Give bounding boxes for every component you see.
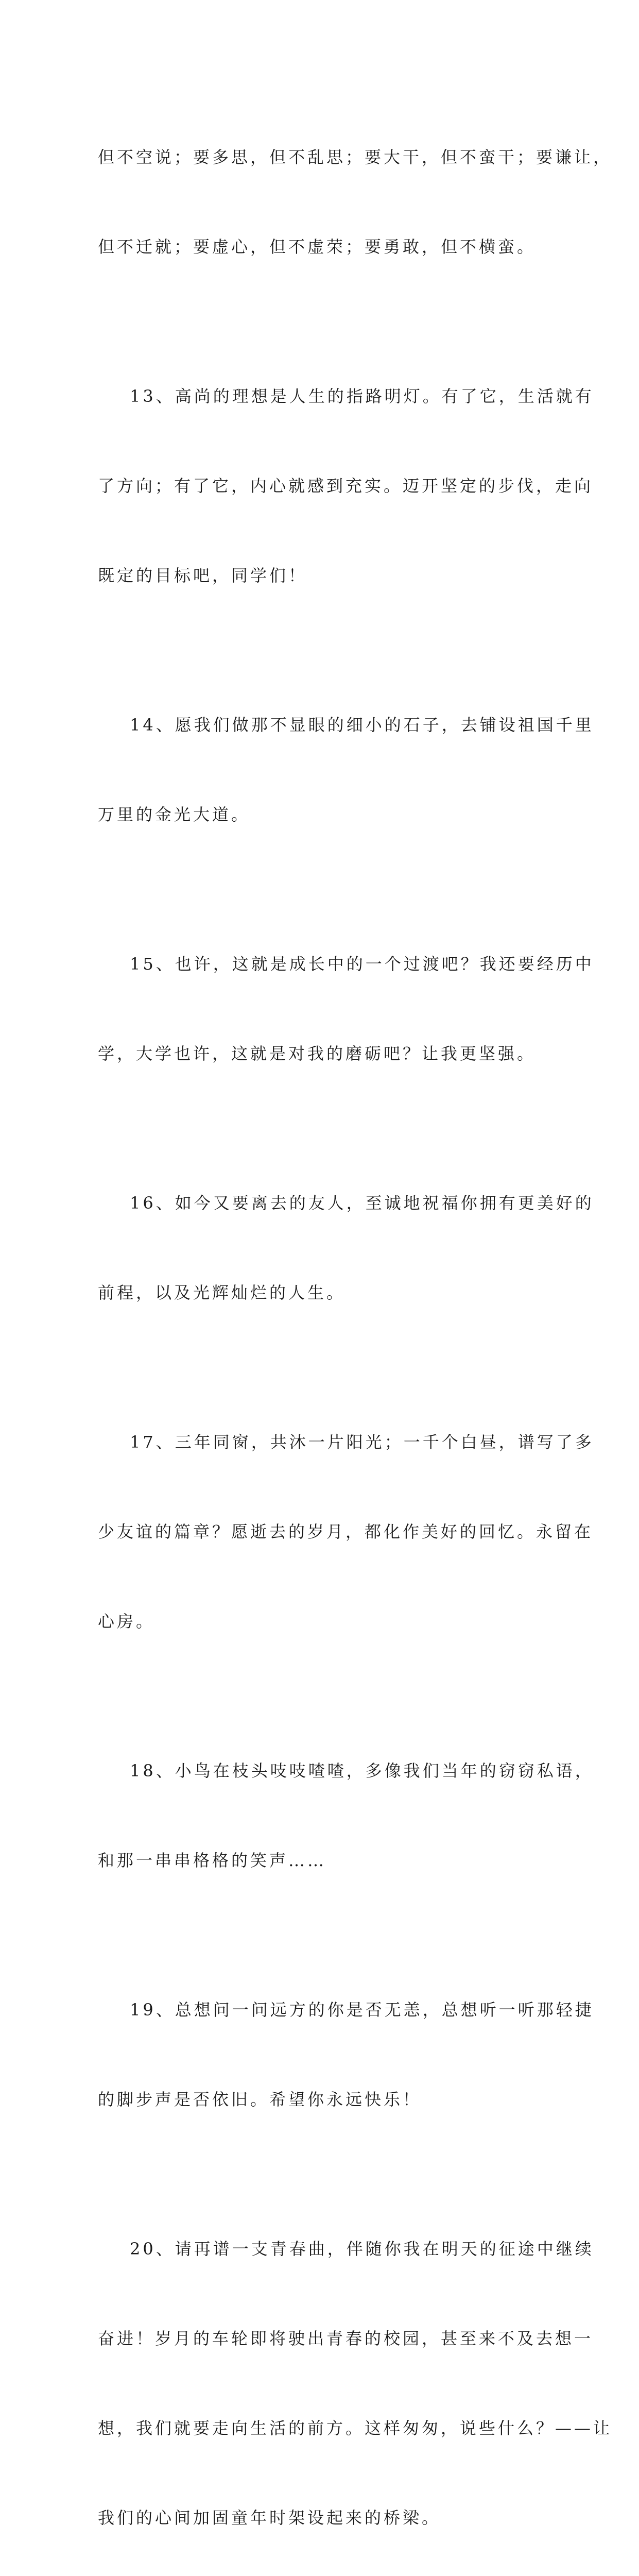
text-line: 但不迁就；要虚心，但不虚荣；要勇敢，但不横蛮。 [98,237,537,257]
text-line: 了方向；有了它，内心就感到充实。迈开坚定的步伐，走向 [98,476,594,496]
text-line: 前程，以及光辉灿烂的人生。 [98,1283,346,1302]
text-line: 13、高尚的理想是人生的指路明灯。有了它，生活就有 [130,386,594,406]
text-line: 万里的金光大道。 [98,805,251,824]
paragraph-18 [98,1696,594,1935]
text-line: 16、如今又要离去的友人，至诚地祝福你拥有更美好的 [130,1193,594,1213]
paragraph-19 [98,1935,594,2174]
text-line: 我们的心间加固童年时架设起来的桥梁。 [98,2508,441,2528]
paragraph-14 [98,650,594,889]
text-line: 想，我们就要走向生活的前方。这样匆匆，说些什么？——让 [98,2418,613,2438]
text-line: 17、三年同窗，共沐一片阳光；一千个白昼，谱写了多 [130,1432,594,1452]
text-line: 15、也许，这就是成长中的一个过渡吧？我还要经历中 [130,954,594,974]
paragraph-13 [98,321,594,650]
paragraph-16 [98,1128,594,1367]
text-line: 14、愿我们做那不显眼的细小的石子，去铺设祖国千里 [130,715,594,735]
document-body [98,82,613,2576]
text-line: 的脚步声是否依旧。希望你永远快乐！ [98,2090,422,2109]
text-line: 少友谊的篇章？愿逝去的岁月，都化作美好的回忆。永留在 [98,1522,594,1541]
text-line: 19、总想问一问远方的你是否无恙，总想听一听那轻捷 [130,2000,594,2020]
text-line: 20、请再谱一支青春曲，伴随你我在明天的征途中继续 [130,2239,594,2259]
text-line: 奋进！岁月的车轮即将驶出青春的校园，甚至来不及去想一 [98,2329,594,2348]
paragraph-15 [98,889,594,1128]
text-line: 心房。 [98,1612,156,1631]
text-line: 但不空说；要多思，但不乱思；要大干，但不蛮干；要谦让， [98,147,613,167]
paragraph-20 [98,2174,613,2576]
text-line: 学，大学也许，这就是对我的磨砺吧？让我更坚强。 [98,1044,537,1063]
paragraph-17 [98,1367,594,1696]
text-line: 18、小鸟在枝头吱吱喳喳，多像我们当年的窃窃私语， [130,1761,594,1781]
paragraph-continued [98,82,613,321]
text-line: 和那一串串格格的笑声…… [98,1851,327,1870]
text-line: 既定的目标吧，同学们！ [98,566,308,585]
